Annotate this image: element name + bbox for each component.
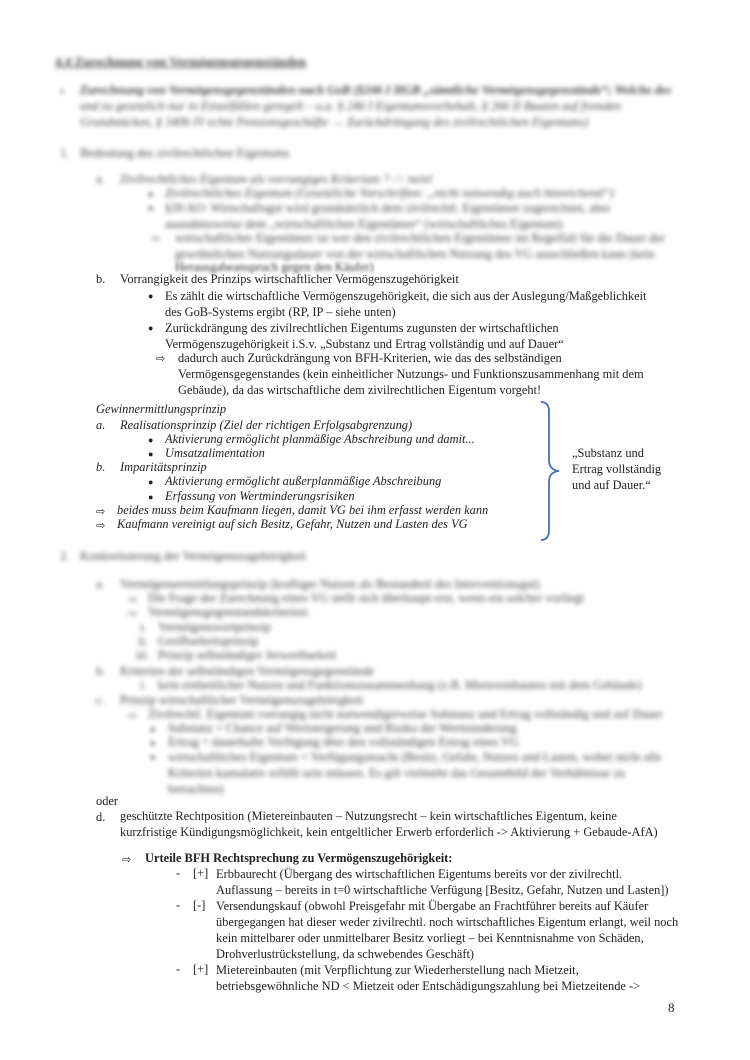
gewinn-title: Gewinnermittlungsprinzip [96, 402, 227, 416]
sec1-b-bullet1: Es zählt die wirtschaftliche Vermögenszugehörigkeit, die sich aus der Auslegung/Maßgeblichkeit des GoB-Systems ergibt (RP, IP – siehe unten) [165, 289, 647, 319]
sec2-c-arrow: Zivilrechtl. Eigentum vorrangig nicht notwendigerweise Substanz und Ertrag vollständig und auf Dauer [148, 707, 663, 721]
bullet-dot: ● [148, 203, 154, 213]
sec2-a-label: a. [96, 577, 105, 591]
intro-bullet: • [60, 85, 65, 99]
sec2-d-label: d. [96, 810, 106, 824]
gewinn-arrow2: Kaufmann vereinigt auf sich Besitz, Gefahr, Nutzen und Lasten des VG [117, 517, 468, 531]
sec2-a-iii-label: iii. [136, 648, 150, 662]
gewinn-a-bullet2: Umsatzalimentation [165, 446, 265, 460]
sec2-b-i-label: i. [140, 678, 147, 692]
sec2-a-i-label: i. [140, 620, 147, 634]
sec1-a-arrow-line3: Herausgabeanspruch gegen den Käufer) [175, 260, 374, 274]
sec1-b-bullet2: Zurückdrängung des zivilrechtlichen Eigentums zugunsten der wirtschaftlichen Vermögenszugehörigkeit i.S.v. „Substanz und Ertrag vollständig und auf Dauer“ [165, 321, 564, 351]
urteil-item: Mietereinbauten (mit Verpflichtung zur Wiederherstellung nach Mietzeit, betriebsgewöhnliche ND < Mietzeit oder Entschädigungszahlung bei Mietzeitende -> [216, 963, 641, 993]
sec1-title: Bedeutung des zivilrechtlichen Eigentums [80, 146, 290, 160]
dash-marker: - [176, 898, 181, 912]
curly-brace-icon [535, 400, 565, 542]
sec1-a-bullet1: Zivilrechtliches Eigentum (Gesetzliche Vorschriften: „nicht notwendig auch hinreichend“) [165, 186, 614, 200]
sec2-b-label: b. [96, 664, 106, 678]
oder-text: oder [96, 794, 119, 808]
gewinn-b-label: b. [96, 460, 106, 474]
gewinn-b-bullet2: Erfassung von Wertminderungsrisiken [165, 489, 355, 503]
sec1-a-arrow: wirtschaftlicher Eigentümer ist wer den zivilrechtlichen Eigentümer im Regelfall für die Dauer der gewöhnlichen Nutzungsdauer von der wirtschaftlichen Nutzung des VG ausschließen kann (kein [175, 231, 665, 261]
arrow-icon: ⇨ [96, 505, 106, 518]
sec2-c-label: c. [96, 693, 105, 707]
urteil-mark: [+] [193, 866, 209, 880]
arrow-icon: ⇨ [128, 709, 138, 722]
sec2-a-ii-text: Greifbarkeitsprinzip [158, 634, 259, 648]
gewinn-a-text: Realisationsprinzip (Ziel der richtigen Erfolgsabgrenzung) [120, 418, 413, 432]
arrow-icon: ⇨ [96, 519, 106, 532]
urteile-title: Urteile BFH Rechtsprechung zu Vermögenszugehörigkeit: [145, 851, 453, 865]
gewinn-b-bullet1: Aktivierung ermöglicht außerplanmäßige Abschreibung [165, 474, 442, 488]
arrow-icon: ⇨ [151, 232, 161, 245]
sec2-a-arrow1: Die Frage der Zurechnung eines VG stellt sich überhaupt erst, wenn ein solcher vorliegt [148, 591, 585, 605]
bullet-dot: ● [148, 291, 154, 301]
urteil-mark: [-] [193, 898, 206, 912]
bullet-dot: ● [150, 752, 156, 762]
sec2-b-i-text: kein einheitlicher Nutzen und Funktionszusammenhang (z.B. Mietereinbauten mit dem Gebäude) [158, 678, 642, 692]
bullet-dot: ● [148, 323, 154, 333]
bullet-dot: ● [148, 477, 154, 487]
sec1-b-arrow: dadurch auch Zurückdrängung von BFH-Kriterien, wie das des selbständigen Vermögensgegenstandes (kein einheitlicher Nutzungs- und Funktionszusammenhang mit dem Gebäude), da das wirtschaftliche dem zivilrechtlichen Eigentum vorgeht! [178, 351, 644, 397]
sec2-c-bullet2: Ertrag = dauerhafte Verfügung über den vollständigen Ertrag eines VG [168, 735, 519, 749]
bullet-dot: ● [150, 738, 156, 748]
sec2-c-text: Prinzip wirtschaftlicher Vermögenszugehörigkeit [120, 693, 364, 707]
sec2-a-iii-text: Prinzip selbständiger Jerwertbarkeit [158, 648, 337, 662]
sec1-number: 1. [60, 146, 70, 160]
sec2-a-arrow2: Vermögensgegenstandskriterien: [148, 605, 310, 619]
sec1-a-label: a. [96, 172, 105, 186]
intro-text: Zurechnung von Vermögensgegenständen nach GoB (§246 I HGB „sämtliche Vermögensgegenstände“; Welche des und zu gesetzlich nur in Einzelfällen geregelt – u.a. § 246 I Eigentumsvorbehalt, § 266 II Bauten auf fremden Grundstücken, § 340b IV echte Pensionsgeschäfte → Zurückdrängung des zivilrechtlichen Eigentums) [80, 83, 672, 129]
sec2-number: 2. [60, 549, 70, 563]
section-heading: 4.4 Zurechnung von Vermögensgegenständen [55, 54, 307, 69]
page-number: 8 [668, 1000, 675, 1015]
sec1-b-label: b. [96, 272, 106, 286]
dash-marker: - [176, 866, 181, 880]
bullet-dot: ● [150, 724, 156, 734]
dash-marker: - [176, 962, 181, 976]
bullet-dot: ● [148, 449, 154, 459]
gewinn-a-bullet1: Aktivierung ermöglicht planmäßige Abschreibung und damit... [165, 432, 475, 446]
sec2-c-bullet3: wirtschaftliches Eigentum = Verfügungsmacht (Besitz, Gefahr, Nutzen und Lasten, wobei nicht alle Kriterien kumulativ erfüllt sein müssen. Es gilt vielmehr das Gesamtbild der Verhältnisse zu betrachten) [168, 750, 662, 796]
gewinn-arrow1: beides muss beim Kaufmann liegen, damit VG bei ihm erfasst werden kann [117, 503, 489, 517]
sec2-a-i-text: Vermögenswertprinzip [158, 620, 271, 634]
sec2-a-text: Vermögensermittlungsprinzip (kraftiger Nutzen als Bestandteil des Interventionsgut) [120, 577, 540, 591]
sec2-d-text: geschützte Rechtposition (Mietereinbauten – Nutzungsrecht – kein wirtschaftliches Eigentum, keine kurzfristige Kündigungsmöglichkeit, kein entgeltlicher Erwerb erforderlich -> Aktivierung + Gebaude-AfA) [120, 809, 658, 839]
sec2-c-bullet1: Substanz = Chance auf Wertsteigerung und Risiko der Wertminderung [168, 721, 517, 735]
gewinn-a-label: a. [96, 418, 106, 432]
arrow-icon: ⇨ [128, 607, 138, 620]
bullet-dot: ● [148, 435, 154, 445]
gewinn-b-text: Imparitätsprinzip [120, 460, 207, 474]
bullet-dot: ● [148, 492, 154, 502]
sec1-a-bullet2: §39 AO: Wirtschaftsgut wird grundsätzlich dem zivilrechtl. Eigentümer zugerechnet, aber ausnahmsweise dem „wirtschaftlichen Eigentümer“ (wirtschaftliches Eigentum) [165, 201, 611, 231]
sec2-a-ii-label: ii. [138, 634, 148, 648]
arrow-icon: ⇨ [156, 352, 166, 365]
sec2-b-text: Kriterien der selbständigen Vermögensgegenstände [120, 664, 375, 678]
sec1-a-text: Zivilrechtliches Eigentum als vorrangiges Kriterium ? -> nein! [120, 172, 434, 186]
urteil-mark: [+] [193, 962, 209, 976]
brace-note: „Substanz und Ertrag vollständig und auf Dauer.“ [572, 446, 662, 492]
bullet-dot: ● [148, 189, 154, 199]
arrow-icon: ⇨ [122, 853, 132, 866]
sec2-title: Konkretisierung der Vermögenszugehörigkeit [80, 549, 307, 563]
urteil-item: Versendungskauf (obwohl Preisgefahr mit Übergabe an Frachtführer bereits auf Käufer übergegangen hat dieser weder zivilrechtl. noch wirtschaftliches Eigentum erlangt, weil noch kein mittelbarer oder unmittelbarer Besitz vorliegt – bei Kenntnisnahme von Schäden, Drohverlustrückstellung, da schwebendes Geschäft) [216, 899, 679, 961]
arrow-icon: ⇨ [128, 593, 138, 606]
sec1-b-title: Vorrangigkeit des Prinzips wirtschaftlicher Vermögenszugehörigkeit [120, 272, 459, 286]
urteil-item: Erbbaurecht (Übergang des wirtschaftlichen Eigentums bereits vor der zivilrechtl. Auflassung – bereits in t=0 wirtschaftliche Verfügung [Besitz, Gefahr, Nutzen und Lasten]) [216, 867, 669, 897]
